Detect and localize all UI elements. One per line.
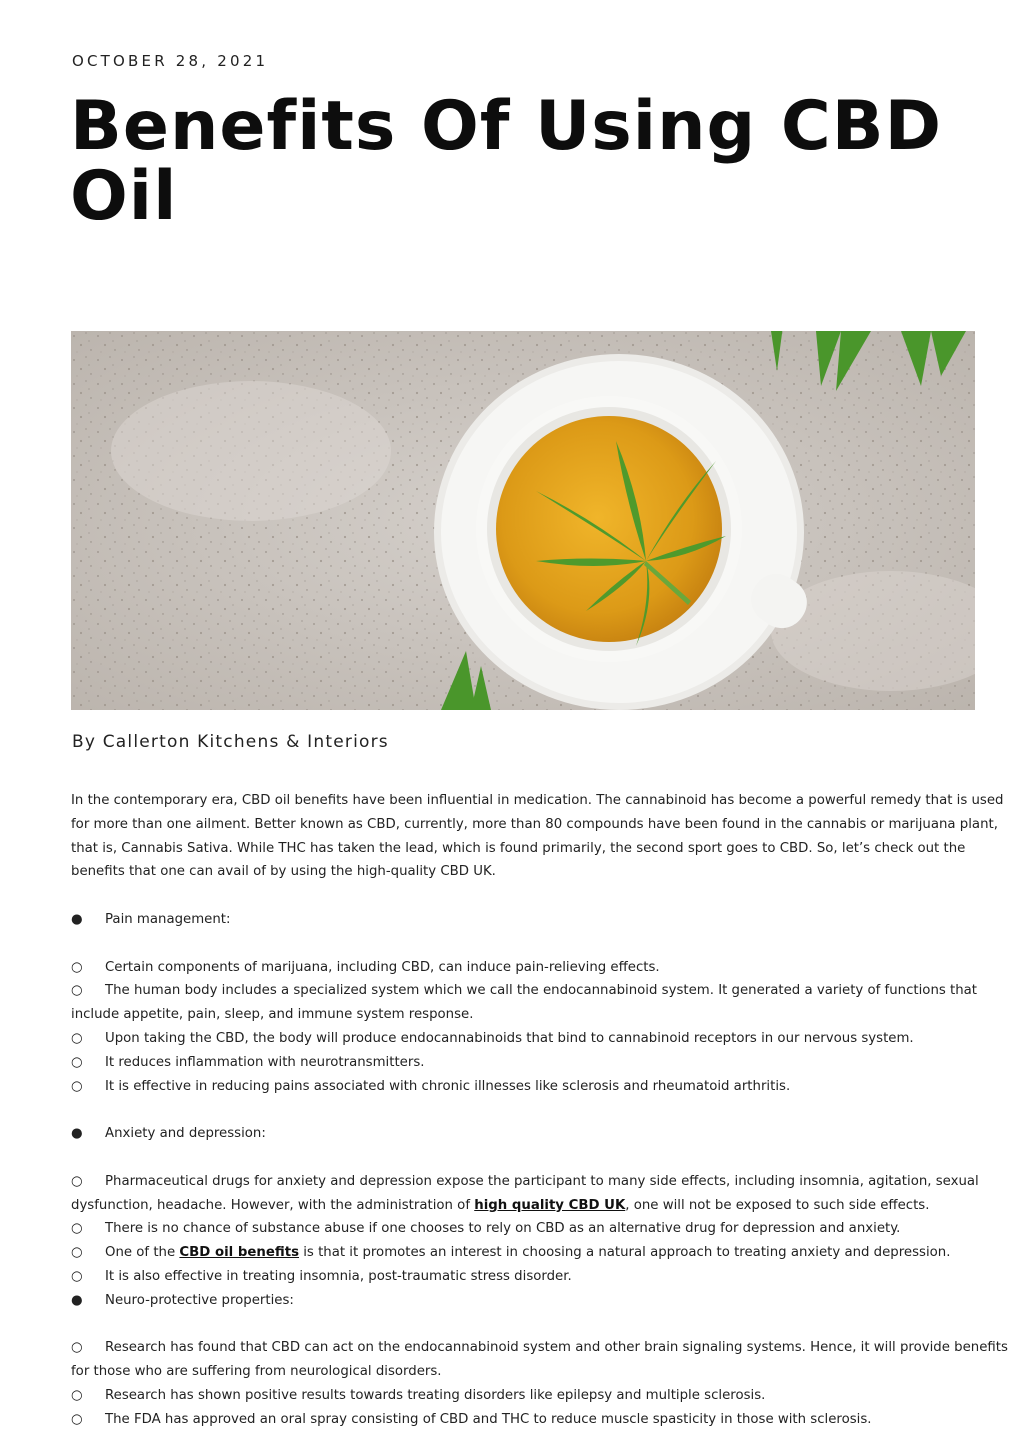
circle-bullet-icon: ○ [71,1340,83,1356]
circle-bullet-icon: ○ [71,1030,83,1046]
list-item: ○ Upon taking the CBD, the body will produce endocannabinoids that bind to cannabinoid receptors in our nervous system. [71,1027,1011,1051]
bullet-icon: ● [71,1292,83,1308]
list-item: ○ It is effective in reducing pains associated with chronic illnesses like sclerosis and rheumatoid arthritis. [71,1075,1011,1099]
list-item: ○ It is also effective in treating insomnia, post-traumatic stress disorder. [71,1265,1011,1289]
section-heading-neuro: ● Neuro-protective properties: [71,1289,1011,1313]
circle-bullet-icon: ○ [71,1221,83,1237]
hero-image [71,331,975,710]
cbd-oil-benefits-link[interactable]: CBD oil benefits [179,1245,299,1261]
list-item: ○ Pharmaceutical drugs for anxiety and depression expose the participant to many side effects, including insomnia, agitation, sexual dysfunction, headache. However, with the administration of high quality CBD UK, one will not be exposed to such side effects. [71,1170,1011,1218]
circle-bullet-icon: ○ [71,1411,83,1427]
list-item: ○ There is no chance of substance abuse if one chooses to rely on CBD as an alternative drug for depression and anxiety. [71,1217,1011,1241]
list-item: ○ It reduces inflammation with neurotransmitters. [71,1051,1011,1075]
post-date: OCTOBER 28, 2021 [72,52,269,70]
list-item: ○ One of the CBD oil benefits is that it promotes an interest in choosing a natural approach to treating anxiety and depression. [71,1241,1011,1265]
circle-bullet-icon: ○ [71,1387,83,1403]
circle-bullet-icon: ○ [71,1173,83,1189]
list-item: ○ The human body includes a specialized system which we call the endocannabinoid system. It generated a variety of functions that include appetite, pain, sleep, and immune system response. [71,979,1011,1027]
circle-bullet-icon: ○ [71,1078,83,1094]
circle-bullet-icon: ○ [71,1268,83,1284]
post-content [71,789,1011,1432]
bullet-icon: ● [71,911,83,927]
list-item: ○ Research has shown positive results towards treating disorders like epilepsy and multiple sclerosis. [71,1384,1011,1408]
list-item: ○ The FDA has approved an oral spray consisting of CBD and THC to reduce muscle spasticity in those with sclerosis. [71,1408,1011,1432]
circle-bullet-icon: ○ [71,1245,83,1261]
post-byline: By Callerton Kitchens & Interiors [72,732,389,752]
circle-bullet-icon: ○ [71,959,83,975]
circle-bullet-icon: ○ [71,1054,83,1070]
intro-paragraph: In the contemporary era, CBD oil benefits have been influential in medication. The cannabinoid has become a powerful remedy that is used for more than one ailment. Better known as CBD, currently, more than 80 compounds have been found in the cannabis or marijuana plant, that is, Cannabis Sativa. While THC has taken the lead, which is found primarily, the second sport goes to CBD. So, let’s check out the benefits that one can avail of by using the high-quality CBD UK. [71,793,1004,880]
high-quality-cbd-uk-link[interactable]: high quality CBD UK [474,1197,626,1213]
circle-bullet-icon: ○ [71,983,83,999]
post-title: Benefits Of Using CBD Oil [70,87,943,236]
list-item: ○ Certain components of marijuana, including CBD, can induce pain-relieving effects. [71,956,1011,980]
tea-cup-with-cannabis-leaf-illustration [71,331,975,710]
section-heading-anxiety: ● Anxiety and depression: [71,1122,1011,1146]
section-heading-pain: ● Pain management: [71,908,1011,932]
bullet-icon: ● [71,1126,83,1142]
list-item: ○ Research has found that CBD can act on the endocannabinoid system and other brain signaling systems. Hence, it will provide benefits for those who are suffering from neurological disorders. [71,1336,1011,1384]
